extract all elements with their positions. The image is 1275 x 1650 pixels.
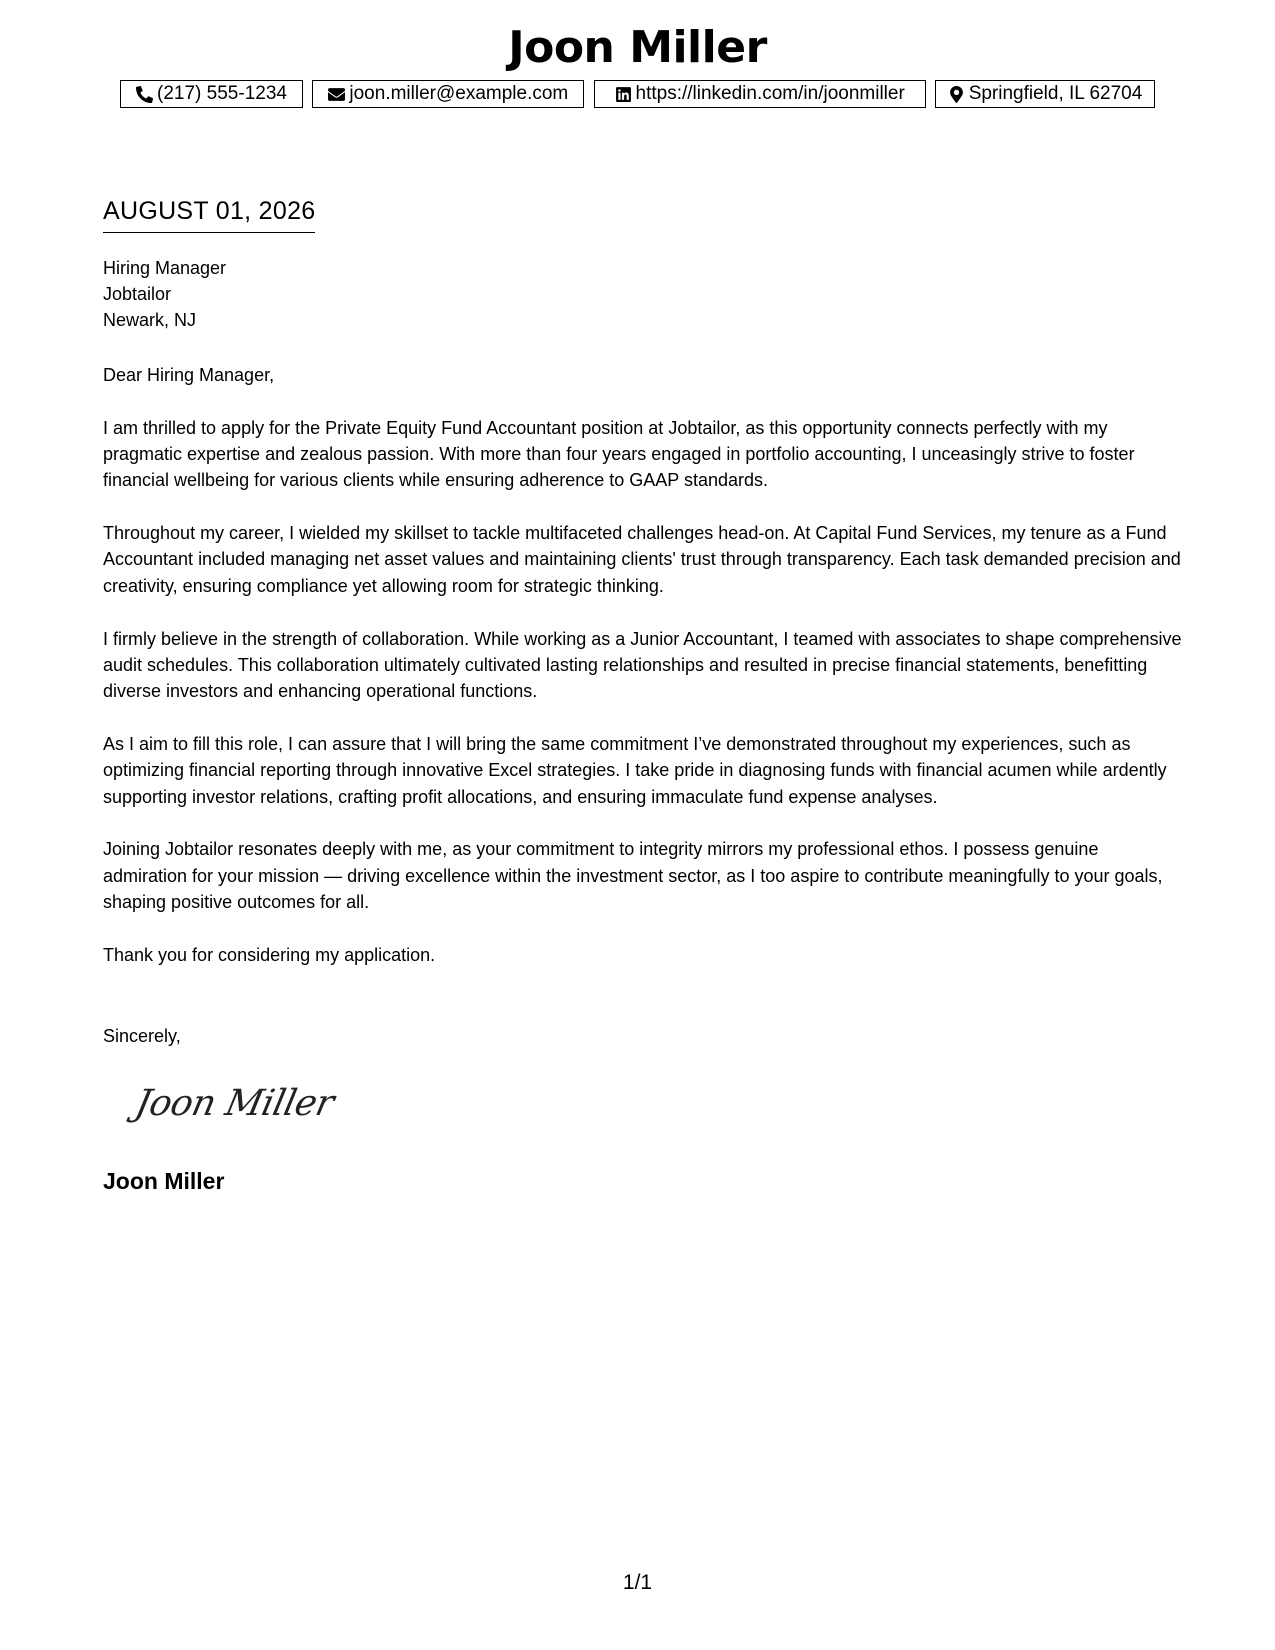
- letter-body: [103, 362, 1185, 995]
- body-paragraph: Thank you for considering my application.: [103, 944, 436, 965]
- body-paragraph: I firmly believe in the strength of collaboration. While working as a Junior Accountant, I teamed with associates to shape comprehensive audit schedules. This collaboration ultimately cultivated lasting relationships and resulted in precise financial statements, benefitting diverse investors and enhancing operational functions.: [103, 628, 1182, 702]
- phone-icon: [136, 86, 153, 103]
- contact-email[interactable]: [312, 80, 584, 108]
- handwritten-signature: Joon Miller: [131, 1083, 338, 1124]
- recipient-location: Newark, NJ: [103, 310, 197, 330]
- applicant-name-heading: Joon Miller: [508, 22, 767, 73]
- contact-linkedin-text: https://linkedin.com/in/joonmiller: [635, 83, 905, 104]
- contact-info-bar: [120, 80, 1155, 110]
- contact-location-text: Springfield, IL 62704: [968, 83, 1143, 104]
- body-paragraph: Throughout my career, I wielded my skillset to tackle multifaceted challenges head-on. At Capital Fund Services, my tenure as a Fund Accountant included managing net asset values and maintaining clients' trust through transparency. Each task demanded precision and creativity, ensuring compliance yet allowing room for strategic thinking.: [103, 523, 1181, 596]
- signer-name: Joon Miller: [103, 1168, 225, 1194]
- contact-location[interactable]: [935, 80, 1155, 108]
- map-marker-icon: [948, 86, 965, 103]
- contact-email-text: joon.miller@example.com: [349, 83, 569, 104]
- recipient-company: Jobtailor: [103, 284, 172, 304]
- recipient-block: [103, 255, 226, 333]
- recipient-title: Hiring Manager: [103, 258, 227, 278]
- body-paragraph: As I aim to fill this role, I can assure that I will bring the same commitment I’ve demonstrated throughout my experiences, such as optimizing financial reporting through innovative Excel strategies. I take pride in diagnosing funds with financial acumen while ardently supporting investor relations, crafting profit allocations, and ensuring immaculate fund expense analyses.: [103, 733, 1167, 807]
- contact-phone-text: (217) 555-1234: [157, 83, 287, 104]
- contact-phone[interactable]: [120, 80, 303, 108]
- letter-date: AUGUST 01, 2026: [103, 196, 315, 233]
- body-paragraph: I am thrilled to apply for the Private Equity Fund Accountant position at Jobtailor, as this opportunity connects perfectly with my pragmatic expertise and zealous passion. With more than four years engaged in portfolio accounting, I unceasingly strive to foster financial wellbeing for various clients while ensuring adherence to GAAP standards.: [103, 417, 1135, 491]
- body-paragraph: Joining Jobtailor resonates deeply with me, as your commitment to integrity mirrors my professional ethos. I possess genuine admiration for your mission — driving excellence within the investment sector, as I too aspire to contribute meaningfully to your goals, shaping positive outcomes for all.: [103, 839, 1163, 912]
- linkedin-icon: [615, 86, 632, 103]
- closing-line: Sincerely,: [103, 1026, 181, 1046]
- contact-linkedin[interactable]: [594, 80, 926, 108]
- page-number: 1/1: [622, 1571, 653, 1594]
- salutation: Dear Hiring Manager,: [103, 365, 275, 385]
- envelope-icon: [328, 86, 345, 103]
